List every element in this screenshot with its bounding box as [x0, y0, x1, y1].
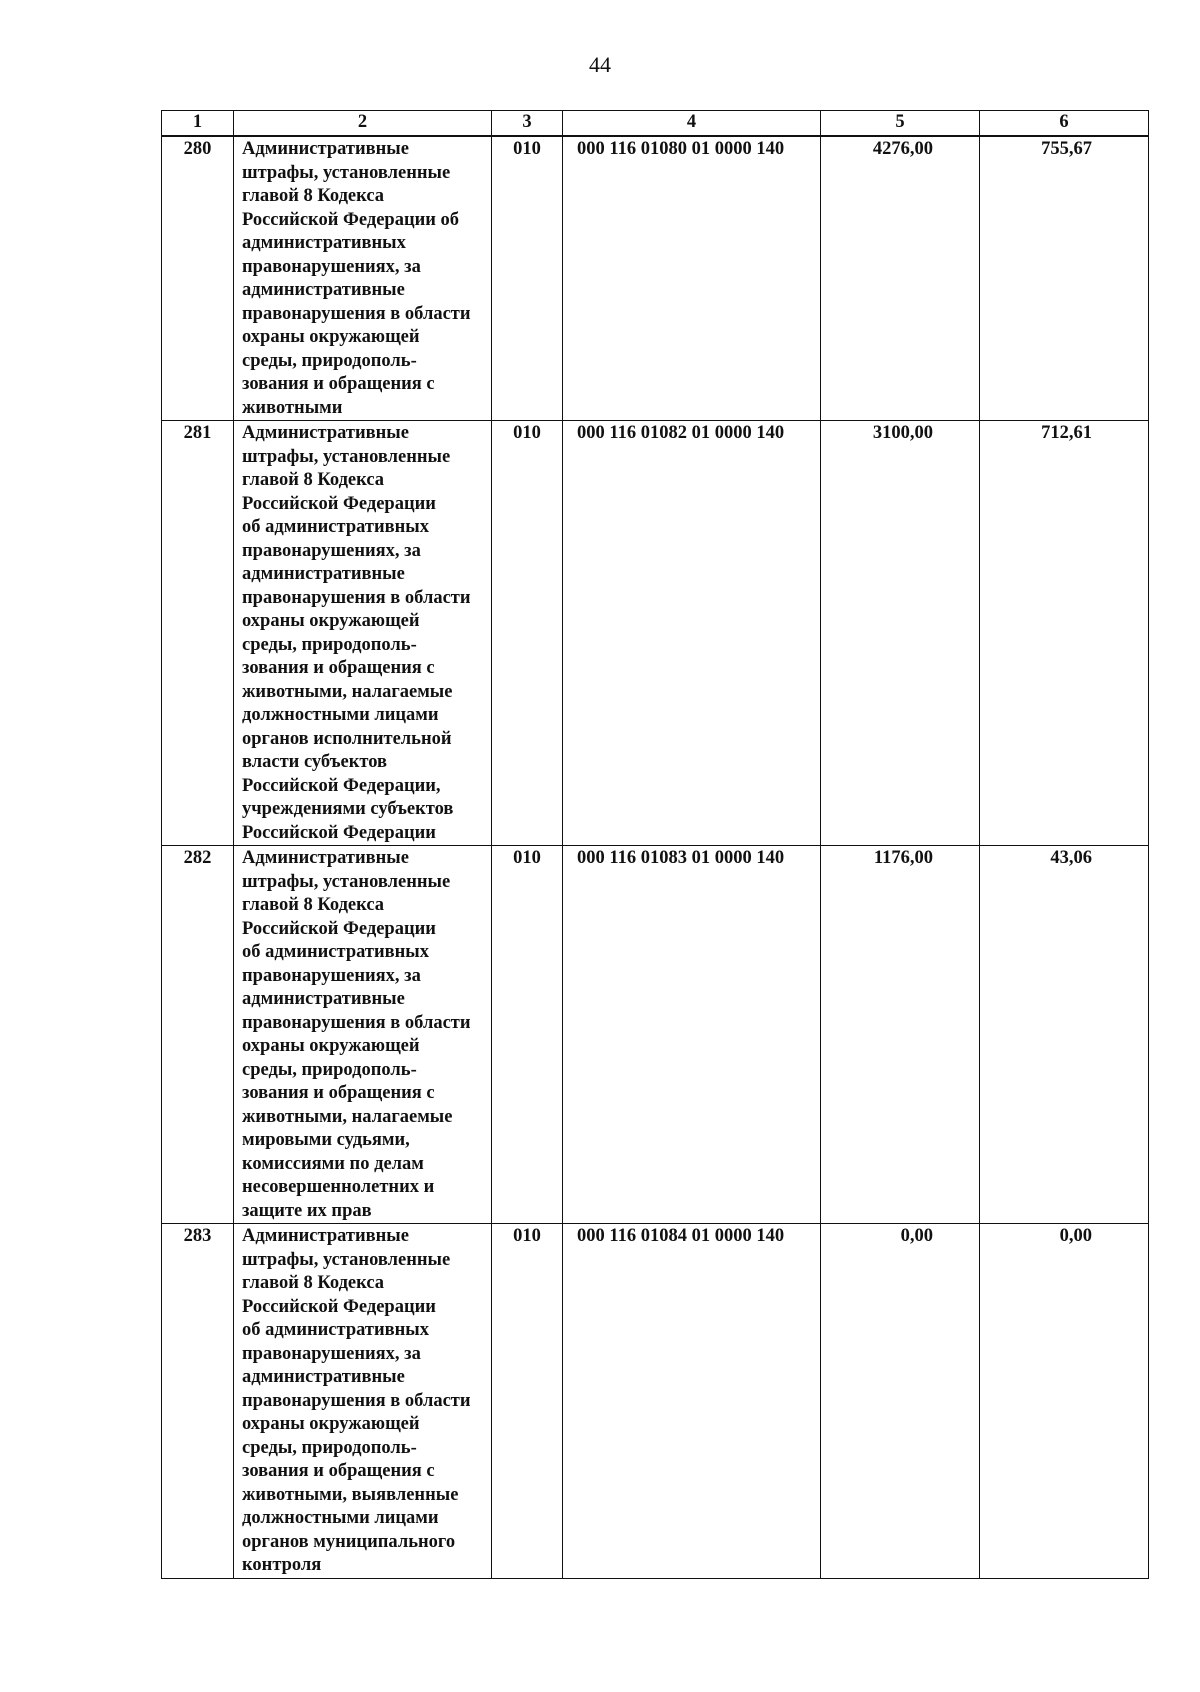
row-number: 283 [162, 1224, 234, 1579]
row-code: 010 [492, 136, 563, 421]
row-number: 281 [162, 421, 234, 846]
row-name-line: главой 8 Кодекса [242, 895, 385, 915]
row-name-line: мировыми судьями, [242, 1130, 410, 1150]
row-code: 010 [492, 846, 563, 1224]
row-value-6: 0,00 [980, 1224, 1149, 1579]
row-name-line: животными, налагаемые [242, 1106, 453, 1127]
row-name-line: об административных [242, 942, 429, 962]
row-name [234, 421, 492, 846]
row-number: 280 [162, 136, 234, 421]
row-name-line: Российской Федерации об [242, 209, 460, 230]
row-name-line: правонарушениях, за [242, 540, 421, 561]
row-name-line: административные [242, 1367, 405, 1387]
row-name [234, 136, 492, 421]
budget-table [161, 110, 1149, 1579]
row-value-5: 1176,00 [821, 846, 980, 1224]
row-kbk: 000 116 01083 01 0000 140 [563, 846, 821, 1224]
row-name-line: среды, природополь- [242, 350, 417, 371]
row-name [234, 846, 492, 1224]
row-name-line: органов исполнительной [242, 728, 452, 749]
column-header-1: 1 [162, 111, 234, 137]
row-name-line: зования и обращения с [242, 1083, 435, 1103]
row-name-line: административных [242, 233, 406, 253]
row-name-line: комиссиями по делам [242, 1153, 424, 1174]
row-name-line: правонарушения в области [242, 1012, 471, 1033]
row-name-line: Российской Федерации [242, 1296, 436, 1317]
row-name-line: охраны окружающей [242, 611, 420, 631]
row-name-line: главой 8 Кодекса [242, 1273, 385, 1293]
row-name-line: административные [242, 564, 405, 584]
row-name-line: административные [242, 280, 405, 300]
table-row [162, 136, 1149, 421]
row-kbk: 000 116 01082 01 0000 140 [563, 421, 821, 846]
row-name-line: об административных [242, 1320, 429, 1340]
row-name-line: правонарушения в области [242, 303, 471, 324]
row-name-line: правонарушения в области [242, 587, 471, 608]
row-value-5: 4276,00 [821, 136, 980, 421]
row-name-line: среды, природополь- [242, 634, 417, 655]
row-name-line: штрафы, установленные [242, 162, 451, 183]
row-name-line: учреждениями субъектов [242, 799, 454, 819]
row-value-6: 712,61 [980, 421, 1149, 846]
row-name-line: охраны окружающей [242, 1036, 420, 1056]
row-name-line: об административных [242, 517, 429, 537]
row-name-line: власти субъектов [242, 752, 388, 772]
row-name-line: правонарушения в области [242, 1390, 471, 1411]
row-name-line: органов муниципального [242, 1531, 456, 1552]
row-kbk: 000 116 01084 01 0000 140 [563, 1224, 821, 1579]
row-name-line: зования и обращения с [242, 658, 435, 678]
row-name-line: Административные [242, 139, 409, 159]
row-name-line: животными [242, 397, 343, 418]
row-kbk: 000 116 01080 01 0000 140 [563, 136, 821, 421]
row-name-line: среды, природополь- [242, 1437, 417, 1458]
row-name-line: среды, природополь- [242, 1059, 417, 1080]
column-header-6: 6 [980, 111, 1149, 137]
row-name-line: зования и обращения с [242, 374, 435, 394]
row-name-line: штрафы, установленные [242, 871, 451, 892]
row-name-line: должностными лицами [242, 1508, 439, 1528]
table-row [162, 1224, 1149, 1579]
header-row [162, 111, 1149, 137]
column-header-3: 3 [492, 111, 563, 137]
row-name-line: Российской Федерации [242, 493, 436, 514]
row-name-line: животными, выявленные [242, 1484, 459, 1505]
row-name-line: административные [242, 989, 405, 1009]
row-value-5: 0,00 [821, 1224, 980, 1579]
row-name-line: охраны окружающей [242, 1414, 420, 1434]
row-name-line: штрафы, установленные [242, 446, 451, 467]
table-row [162, 421, 1149, 846]
row-name-line: Российской Федерации [242, 918, 436, 939]
row-value-6: 755,67 [980, 136, 1149, 421]
row-name [234, 1224, 492, 1579]
row-name-line: правонарушениях, за [242, 256, 421, 277]
row-name-line: Российской Федерации [242, 822, 436, 843]
column-header-2: 2 [234, 111, 492, 137]
row-code: 010 [492, 1224, 563, 1579]
row-name-line: штрафы, установленные [242, 1249, 451, 1270]
row-name-line: зования и обращения с [242, 1461, 435, 1481]
row-name-line: должностными лицами [242, 705, 439, 725]
row-name-line: главой 8 Кодекса [242, 470, 385, 490]
row-name-line: правонарушениях, за [242, 1343, 421, 1364]
row-name-line: правонарушениях, за [242, 965, 421, 986]
column-header-4: 4 [563, 111, 821, 137]
row-name-line: главой 8 Кодекса [242, 186, 385, 206]
row-name-line: Административные [242, 1226, 409, 1246]
row-value-6: 43,06 [980, 846, 1149, 1224]
row-name-line: защите их прав [242, 1200, 372, 1221]
page-number: 44 [589, 52, 611, 77]
table-row [162, 846, 1149, 1224]
row-name-line: Административные [242, 848, 409, 868]
row-code: 010 [492, 421, 563, 846]
row-name-line: животными, налагаемые [242, 681, 453, 702]
row-name-line: Российской Федерации, [242, 775, 441, 796]
row-value-5: 3100,00 [821, 421, 980, 846]
row-name-line: контроля [242, 1555, 322, 1575]
column-header-5: 5 [821, 111, 980, 137]
row-name-line: Административные [242, 423, 409, 443]
row-name-line: охраны окружающей [242, 327, 420, 347]
row-number: 282 [162, 846, 234, 1224]
row-name-line: несовершеннолетних и [242, 1177, 435, 1197]
